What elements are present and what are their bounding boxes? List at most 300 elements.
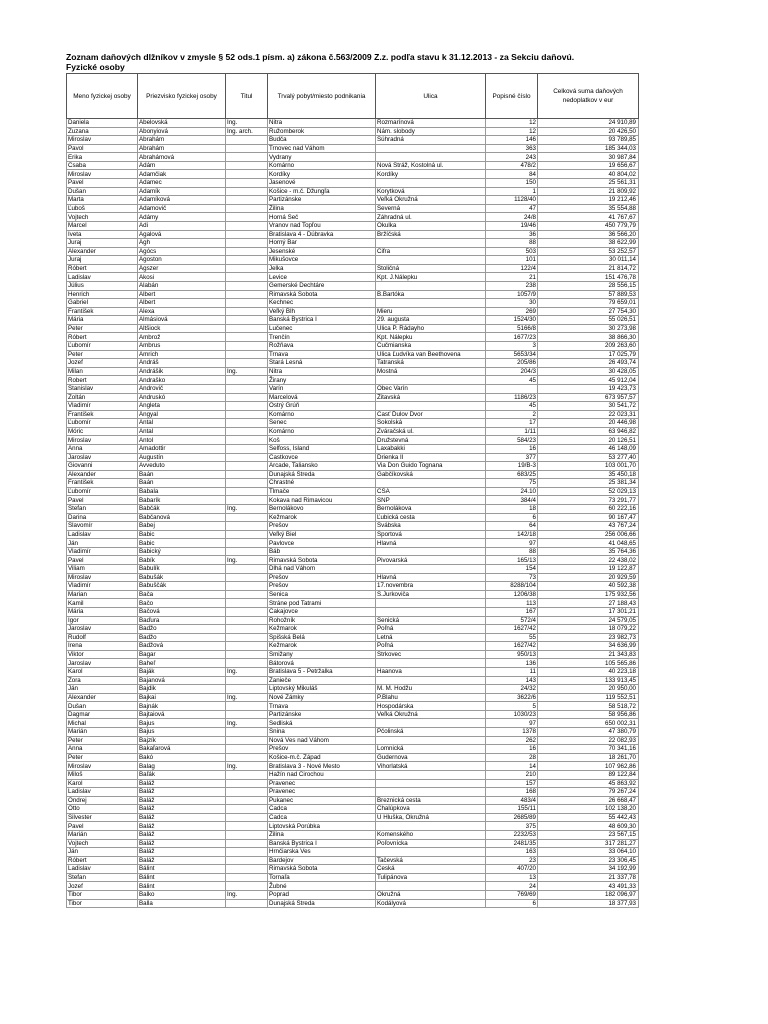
cell-last-name: Babulík xyxy=(138,565,226,574)
cell-number: 1627/42 xyxy=(486,625,538,634)
cell-last-name: Ambrož xyxy=(138,333,226,342)
cell-street xyxy=(376,676,486,685)
cell-street xyxy=(376,659,486,668)
cell-city: Senec xyxy=(268,419,376,428)
cell-title xyxy=(226,221,268,230)
cell-amount: 19 122,87 xyxy=(538,565,639,574)
cell-number: 12 xyxy=(486,119,538,128)
cell-title xyxy=(226,788,268,797)
cell-last-name: Baheľ xyxy=(138,659,226,668)
cell-city: Čakajovce xyxy=(268,607,376,616)
cell-number xyxy=(486,384,538,393)
cell-street xyxy=(376,565,486,574)
cell-title xyxy=(226,393,268,402)
cell-title xyxy=(226,513,268,522)
cell-city: Senica xyxy=(268,590,376,599)
cell-city: Kokava nad Rimavicou xyxy=(268,496,376,505)
cell-city: Lučenec xyxy=(268,324,376,333)
cell-amount: 43 491,33 xyxy=(538,882,639,891)
cell-city: Stráne pod Tatrami xyxy=(268,599,376,608)
table-row xyxy=(67,719,639,728)
table-row xyxy=(67,728,639,737)
cell-city: Kordíky xyxy=(268,170,376,179)
cell-first-name: Ján xyxy=(67,539,138,548)
cell-first-name: Vojtech xyxy=(67,213,138,222)
cell-last-name: Bakó xyxy=(138,753,226,762)
cell-amount: 317 281,27 xyxy=(538,839,639,848)
cell-title xyxy=(226,856,268,865)
cell-first-name: Zoltán xyxy=(67,393,138,402)
cell-first-name: Karol xyxy=(67,668,138,677)
cell-title xyxy=(226,830,268,839)
cell-street xyxy=(376,256,486,265)
cell-last-name: Badžová xyxy=(138,642,226,651)
cell-city: Žilina xyxy=(268,830,376,839)
cell-number: 407/20 xyxy=(486,865,538,874)
cell-amount: 18 261,70 xyxy=(538,753,639,762)
cell-last-name: Bakaľarová xyxy=(138,745,226,754)
cell-city: Dunajská Streda xyxy=(268,899,376,908)
cell-first-name: Vladimír xyxy=(67,582,138,591)
table-row xyxy=(67,221,639,230)
cell-title xyxy=(226,196,268,205)
cell-city: Jelka xyxy=(268,264,376,273)
cell-last-name: Babčanová xyxy=(138,513,226,522)
cell-title: Ing. xyxy=(226,891,268,900)
cell-number: 113 xyxy=(486,599,538,608)
cell-street: Štrkovec xyxy=(376,650,486,659)
cell-amount: 30 987,84 xyxy=(538,153,639,162)
cell-amount: 35 554,88 xyxy=(538,204,639,213)
cell-city: Žirany xyxy=(268,376,376,385)
cell-street xyxy=(376,376,486,385)
cell-last-name: Ágszer xyxy=(138,264,226,273)
cell-city: Rimavská Sobota xyxy=(268,290,376,299)
cell-number: 6 xyxy=(486,513,538,522)
cell-title xyxy=(226,736,268,745)
table-row xyxy=(67,487,639,496)
table-row xyxy=(67,359,639,368)
cell-number: 142/18 xyxy=(486,530,538,539)
cell-amount: 36 566,20 xyxy=(538,230,639,239)
cell-last-name: Amadottir xyxy=(138,444,226,453)
cell-first-name: Miloš xyxy=(67,770,138,779)
cell-first-name: Mária xyxy=(67,607,138,616)
header-city: Trvalý pobyt/miesto podnikania xyxy=(268,74,376,119)
cell-title xyxy=(226,170,268,179)
cell-last-name: Amrich xyxy=(138,350,226,359)
table-row xyxy=(67,119,639,128)
cell-first-name: František xyxy=(67,410,138,419)
cell-number: 363 xyxy=(486,144,538,153)
cell-last-name: Antol xyxy=(138,436,226,445)
cell-amount: 40 804,02 xyxy=(538,170,639,179)
cell-first-name: Ľubomír xyxy=(67,342,138,351)
cell-title xyxy=(226,204,268,213)
cell-street xyxy=(376,547,486,556)
cell-number: 769/69 xyxy=(486,891,538,900)
cell-street: Korytková xyxy=(376,187,486,196)
cell-last-name: Babický xyxy=(138,547,226,556)
cell-first-name: Peter xyxy=(67,324,138,333)
cell-first-name: Michal xyxy=(67,719,138,728)
cell-title: Ing. xyxy=(226,693,268,702)
cell-title xyxy=(226,136,268,145)
cell-city: Veľký Biel xyxy=(268,530,376,539)
cell-amount: 35 450,18 xyxy=(538,470,639,479)
header-amount: Celková suma daňových nedoplatkov v eur xyxy=(538,74,639,119)
cell-last-name: Agalová xyxy=(138,230,226,239)
cell-city: Jasenové xyxy=(268,179,376,188)
cell-title xyxy=(226,633,268,642)
cell-number: 1677/23 xyxy=(486,333,538,342)
cell-first-name: Ľuboš xyxy=(67,204,138,213)
cell-first-name: Karol xyxy=(67,779,138,788)
cell-street: M. M. Hodžu xyxy=(376,685,486,694)
cell-first-name: Alexander xyxy=(67,693,138,702)
table-row xyxy=(67,788,639,797)
table-row xyxy=(67,779,639,788)
cell-city: Vranov nad Topľou xyxy=(268,221,376,230)
cell-amount: 19 423,73 xyxy=(538,384,639,393)
cell-city: Čadca xyxy=(268,805,376,814)
cell-street: Stoličná xyxy=(376,264,486,273)
cell-last-name: Bajus xyxy=(138,728,226,737)
cell-amount: 40 223,18 xyxy=(538,668,639,677)
cell-number: 154 xyxy=(486,565,538,574)
cell-city: Nová Ves nad Váhom xyxy=(268,736,376,745)
cell-street: Komenského xyxy=(376,830,486,839)
cell-first-name: Peter xyxy=(67,350,138,359)
cell-city: Prešov xyxy=(268,582,376,591)
table-row xyxy=(67,230,639,239)
cell-first-name: Pavel xyxy=(67,822,138,831)
cell-city: Liptovský Mikuláš xyxy=(268,685,376,694)
cell-street xyxy=(376,144,486,153)
cell-street: S.Jurkoviča xyxy=(376,590,486,599)
cell-first-name: Darina xyxy=(67,513,138,522)
cell-street: Laxabakki xyxy=(376,444,486,453)
cell-first-name: Alexander xyxy=(67,247,138,256)
cell-street: Pčolinská xyxy=(376,728,486,737)
cell-amount: 43 767,24 xyxy=(538,522,639,531)
cell-city: Rožňava xyxy=(268,342,376,351)
table-row xyxy=(67,745,639,754)
cell-amount: 30 011,14 xyxy=(538,256,639,265)
cell-street: Česká xyxy=(376,865,486,874)
cell-street: Mieru xyxy=(376,307,486,316)
table-row xyxy=(67,350,639,359)
cell-last-name: Antal xyxy=(138,419,226,428)
cell-amount: 182 096,97 xyxy=(538,891,639,900)
cell-title xyxy=(226,213,268,222)
cell-amount: 73 291,77 xyxy=(538,496,639,505)
cell-amount: 38 622,99 xyxy=(538,239,639,248)
cell-title xyxy=(226,625,268,634)
cell-number: 101 xyxy=(486,256,538,265)
cell-city: Bardejov xyxy=(268,856,376,865)
cell-number: 1057/9 xyxy=(486,290,538,299)
cell-amount: 22 023,31 xyxy=(538,410,639,419)
cell-street: Ľubická cesta xyxy=(376,513,486,522)
cell-first-name: Otto xyxy=(67,805,138,814)
cell-title xyxy=(226,899,268,908)
cell-number: 64 xyxy=(486,522,538,531)
cell-city: Smižany xyxy=(268,650,376,659)
cell-city: Kechnec xyxy=(268,299,376,308)
cell-city: Prešov xyxy=(268,573,376,582)
cell-number: 503 xyxy=(486,247,538,256)
cell-last-name: Bajnák xyxy=(138,702,226,711)
cell-number: 375 xyxy=(486,822,538,831)
cell-title: Ing. xyxy=(226,119,268,128)
cell-number: 24/8 xyxy=(486,213,538,222)
cell-number: 47 xyxy=(486,204,538,213)
cell-last-name: Babarík xyxy=(138,496,226,505)
cell-amount: 103 001,70 xyxy=(538,462,639,471)
cell-first-name: Ľubomír xyxy=(67,487,138,496)
cell-last-name: Babala xyxy=(138,487,226,496)
cell-first-name: Viliam xyxy=(67,565,138,574)
table-row xyxy=(67,762,639,771)
cell-first-name: Jaroslav xyxy=(67,453,138,462)
cell-city: Levice xyxy=(268,273,376,282)
cell-number: 97 xyxy=(486,539,538,548)
table-row xyxy=(67,153,639,162)
cell-first-name: Dagmar xyxy=(67,710,138,719)
cell-amount: 30 541,72 xyxy=(538,402,639,411)
cell-title xyxy=(226,770,268,779)
cell-street: Veľká Okružná xyxy=(376,196,486,205)
cell-last-name: Bačová xyxy=(138,607,226,616)
cell-title: Ing. xyxy=(226,367,268,376)
table-row xyxy=(67,565,639,574)
cell-amount: 20 446,98 xyxy=(538,419,639,428)
cell-amount: 27 188,43 xyxy=(538,599,639,608)
cell-last-name: Androvič xyxy=(138,384,226,393)
table-row xyxy=(67,384,639,393)
cell-city: Banská Bystrica I xyxy=(268,839,376,848)
cell-city: Kežmarok xyxy=(268,625,376,634)
cell-number: 2481/35 xyxy=(486,839,538,848)
cell-number: 157 xyxy=(486,779,538,788)
cell-first-name: Zora xyxy=(67,676,138,685)
table-row xyxy=(67,273,639,282)
cell-street xyxy=(376,153,486,162)
cell-amount: 53 252,57 xyxy=(538,247,639,256)
cell-city: Žubné xyxy=(268,882,376,891)
cell-city: Dunajská Streda xyxy=(268,470,376,479)
table-row xyxy=(67,410,639,419)
cell-street: Ulica Ľudvíka van Beethovena xyxy=(376,350,486,359)
cell-first-name: Jozef xyxy=(67,882,138,891)
cell-first-name: Marcel xyxy=(67,221,138,230)
cell-first-name: Stanislav xyxy=(67,384,138,393)
cell-title xyxy=(226,161,268,170)
cell-city: Trnava xyxy=(268,702,376,711)
cell-city: Rohožník xyxy=(268,616,376,625)
cell-title xyxy=(226,410,268,419)
cell-street: Tatranská xyxy=(376,359,486,368)
cell-last-name: Agócs xyxy=(138,247,226,256)
cell-amount: 20 929,59 xyxy=(538,573,639,582)
cell-last-name: Adi xyxy=(138,221,226,230)
table-row xyxy=(67,556,639,565)
cell-first-name: Igor xyxy=(67,616,138,625)
cell-city: Horná Seč xyxy=(268,213,376,222)
cell-last-name: Bajkai xyxy=(138,693,226,702)
cell-city: Bratislava 4 - Dúbravka xyxy=(268,230,376,239)
cell-street: Čučmianska xyxy=(376,342,486,351)
cell-title xyxy=(226,642,268,651)
table-row xyxy=(67,770,639,779)
cell-city: Mikušovce xyxy=(268,256,376,265)
cell-number: 269 xyxy=(486,307,538,316)
cell-first-name: Tibor xyxy=(67,891,138,900)
cell-amount: 18 377,93 xyxy=(538,899,639,908)
cell-title xyxy=(226,342,268,351)
cell-amount: 45 912,04 xyxy=(538,376,639,385)
cell-street: Súhradná xyxy=(376,136,486,145)
table-row xyxy=(67,427,639,436)
cell-number: 5 xyxy=(486,702,538,711)
cell-first-name: Július xyxy=(67,281,138,290)
cell-amount: 58 956,86 xyxy=(538,710,639,719)
cell-street: Letná xyxy=(376,633,486,642)
cell-last-name: Babic xyxy=(138,530,226,539)
cell-title xyxy=(226,402,268,411)
cell-city: Ružomberok xyxy=(268,127,376,136)
cell-last-name: Abrahámová xyxy=(138,153,226,162)
table-row xyxy=(67,127,639,136)
cell-first-name: Ondrej xyxy=(67,796,138,805)
cell-title xyxy=(226,479,268,488)
cell-title xyxy=(226,573,268,582)
cell-first-name: Juraj xyxy=(67,239,138,248)
cell-street: P.Blahu xyxy=(376,693,486,702)
cell-amount: 22 082,93 xyxy=(538,736,639,745)
table-row xyxy=(67,659,639,668)
cell-last-name: Baláž xyxy=(138,805,226,814)
cell-street: Nám. slobody xyxy=(376,127,486,136)
cell-title xyxy=(226,187,268,196)
cell-title xyxy=(226,273,268,282)
cell-city: Tlmače xyxy=(268,487,376,496)
cell-amount: 24 910,89 xyxy=(538,119,639,128)
table-row xyxy=(67,736,639,745)
cell-first-name: Ladislav xyxy=(67,530,138,539)
table-row xyxy=(67,393,639,402)
cell-city: Bratislava 5 - Petržalka xyxy=(268,668,376,677)
cell-first-name: Anna xyxy=(67,444,138,453)
cell-number: 8288/104 xyxy=(486,582,538,591)
cell-amount: 650 002,31 xyxy=(538,719,639,728)
cell-first-name: Róbert xyxy=(67,856,138,865)
cell-city: Varín xyxy=(268,384,376,393)
cell-first-name: Marián xyxy=(67,728,138,737)
cell-city: Pavlovce xyxy=(268,539,376,548)
cell-title xyxy=(226,547,268,556)
cell-street: Veľká Okružná xyxy=(376,710,486,719)
table-row xyxy=(67,668,639,677)
cell-number: 205/86 xyxy=(486,359,538,368)
cell-street xyxy=(376,736,486,745)
cell-street: Cifra xyxy=(376,247,486,256)
cell-number: 45 xyxy=(486,376,538,385)
cell-amount: 63 946,82 xyxy=(538,427,639,436)
cell-first-name: Anna xyxy=(67,745,138,754)
table-row xyxy=(67,899,639,908)
cell-city: Rimavská Sobota xyxy=(268,556,376,565)
cell-first-name: Marián xyxy=(67,830,138,839)
cell-amount: 673 957,57 xyxy=(538,393,639,402)
cell-first-name: Iveta xyxy=(67,230,138,239)
cell-amount: 23 306,45 xyxy=(538,856,639,865)
cell-city: Budča xyxy=(268,136,376,145)
cell-number: 683/25 xyxy=(486,470,538,479)
cell-amount: 25 381,34 xyxy=(538,479,639,488)
cell-title xyxy=(226,882,268,891)
cell-street: Žitavská xyxy=(376,393,486,402)
cell-last-name: Abrahám xyxy=(138,136,226,145)
cell-last-name: Balag xyxy=(138,762,226,771)
cell-amount: 53 277,40 xyxy=(538,453,639,462)
cell-amount: 34 636,99 xyxy=(538,642,639,651)
cell-street: Bržíčská xyxy=(376,230,486,239)
cell-street xyxy=(376,848,486,857)
cell-amount: 55 442,43 xyxy=(538,813,639,822)
table-row xyxy=(67,367,639,376)
document-title-line1: Zoznam daňových dlžníkov v zmysle § 52 ods.1 písm. a) zákona č.563/2009 Z.z. podľa stavu k 31.12.2013 - za Sekciu daňovú. xyxy=(66,52,575,62)
cell-city: Trnovec nad Váhom xyxy=(268,144,376,153)
cell-street: 17.novembra xyxy=(376,582,486,591)
cell-title xyxy=(226,436,268,445)
cell-title xyxy=(226,728,268,737)
cell-first-name: Ladislav xyxy=(67,788,138,797)
cell-number: 16 xyxy=(486,444,538,453)
cell-number: 30 xyxy=(486,299,538,308)
cell-number: 1627/42 xyxy=(486,642,538,651)
cell-number: 16 xyxy=(486,745,538,754)
cell-street: Švábska xyxy=(376,522,486,531)
cell-last-name: Baľák xyxy=(138,770,226,779)
table-row xyxy=(67,204,639,213)
cell-last-name: Badžo xyxy=(138,625,226,634)
cell-number: 18 xyxy=(486,505,538,514)
cell-amount: 26 668,47 xyxy=(538,796,639,805)
cell-number: 572/4 xyxy=(486,616,538,625)
cell-amount: 20 126,51 xyxy=(538,436,639,445)
cell-title xyxy=(226,359,268,368)
cell-street: Lomnická xyxy=(376,745,486,754)
cell-title xyxy=(226,264,268,273)
cell-last-name: Babčák xyxy=(138,505,226,514)
cell-number: 23 xyxy=(486,856,538,865)
cell-first-name: Pavel xyxy=(67,179,138,188)
cell-number: 483/4 xyxy=(486,796,538,805)
cell-city: Nové Zámky xyxy=(268,693,376,702)
table-row xyxy=(67,290,639,299)
cell-street: Gabčíkovská xyxy=(376,470,486,479)
cell-title xyxy=(226,873,268,882)
cell-amount: 102 138,20 xyxy=(538,805,639,814)
cell-last-name: Baláž xyxy=(138,779,226,788)
table-row xyxy=(67,539,639,548)
table-row xyxy=(67,444,639,453)
cell-title xyxy=(226,324,268,333)
table-row xyxy=(67,848,639,857)
cell-street xyxy=(376,822,486,831)
